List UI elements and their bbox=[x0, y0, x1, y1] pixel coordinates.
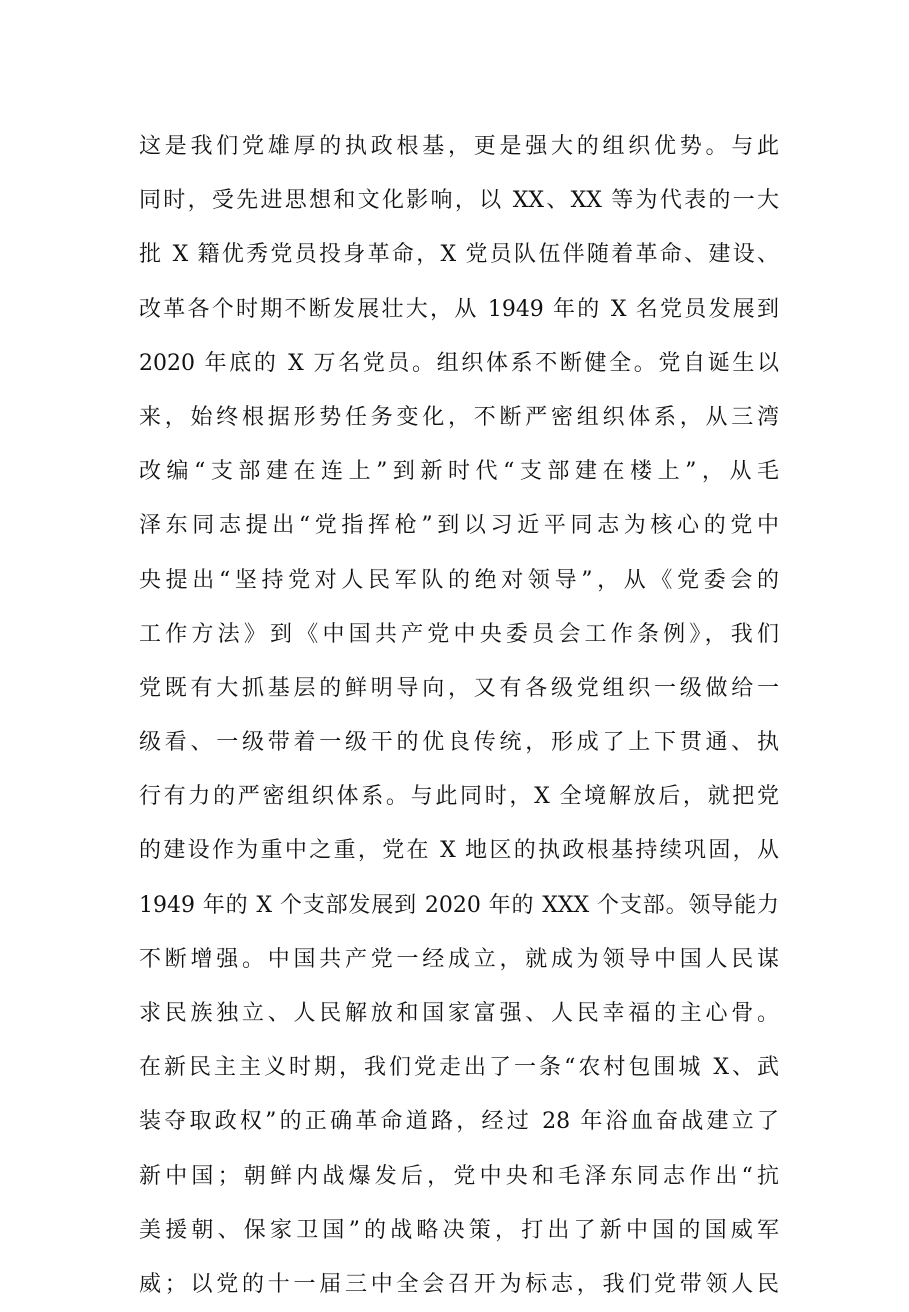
text-line: 工作方法》到《中国共产党中央委员会工作条例》，我们 bbox=[139, 621, 779, 647]
text-line: 泽东同志提出“党指挥枪”到以习近平同志为核心的党中 bbox=[139, 513, 779, 539]
text-line: 同时，受先进思想和文化影响，以 XX、XX 等为代表的一大 bbox=[139, 188, 779, 214]
text-line: 党既有大抓基层的鲜明导向，又有各级党组织一级做给一 bbox=[139, 675, 779, 701]
text-line: 批 X 籍优秀党员投身革命，X 党员队伍伴随着革命、建设、 bbox=[139, 242, 779, 268]
text-line: 不断增强。中国共产党一经成立，就成为领导中国人民谋 bbox=[139, 946, 779, 972]
text-line: 在新民主主义时期，我们党走出了一条“农村包围城 X、武 bbox=[139, 1055, 779, 1081]
text-line: 1949 年的 X 个支部发展到 2020 年的 XXX 个支部。领导能力 bbox=[139, 892, 779, 918]
text-line: 改革各个时期不断发展壮大，从 1949 年的 X 名党员发展到 bbox=[139, 296, 779, 322]
text-line: 这是我们党雄厚的执政根基，更是强大的组织优势。与此 bbox=[139, 134, 779, 159]
text-line: 级看、一级带着一级干的优良传统，形成了上下贯通、执 bbox=[139, 730, 779, 756]
text-line: 央提出“坚持党对人民军队的绝对领导”，从《党委会的 bbox=[139, 567, 779, 593]
body-text bbox=[139, 120, 779, 1312]
text-line: 来，始终根据形势任务变化，不断严密组织体系，从三湾 bbox=[139, 404, 779, 430]
text-line: 求民族独立、人民解放和国家富强、人民幸福的主心骨。 bbox=[139, 1001, 779, 1026]
text-line: 装夺取政权”的正确革命道路，经过 28 年浴血奋战建立了 bbox=[139, 1109, 779, 1135]
text-line: 威；以党的十一届三中全会召开为标志，我们党带领人民 bbox=[139, 1271, 779, 1297]
text-line: 行有力的严密组织体系。与此同时，X 全境解放后，就把党 bbox=[139, 784, 779, 810]
text-line: 改编“支部建在连上”到新时代“支部建在楼上”，从毛 bbox=[139, 459, 779, 485]
text-line: 的建设作为重中之重，党在 X 地区的执政根基持续巩固，从 bbox=[139, 838, 779, 864]
text-line: 2020 年底的 X 万名党员。组织体系不断健全。党自诞生以 bbox=[139, 350, 779, 376]
text-line: 新中国；朝鲜内战爆发后，党中央和毛泽东同志作出“抗 bbox=[139, 1163, 779, 1189]
text-line: 美援朝、保家卫国”的战略决策，打出了新中国的国威军 bbox=[139, 1217, 779, 1243]
